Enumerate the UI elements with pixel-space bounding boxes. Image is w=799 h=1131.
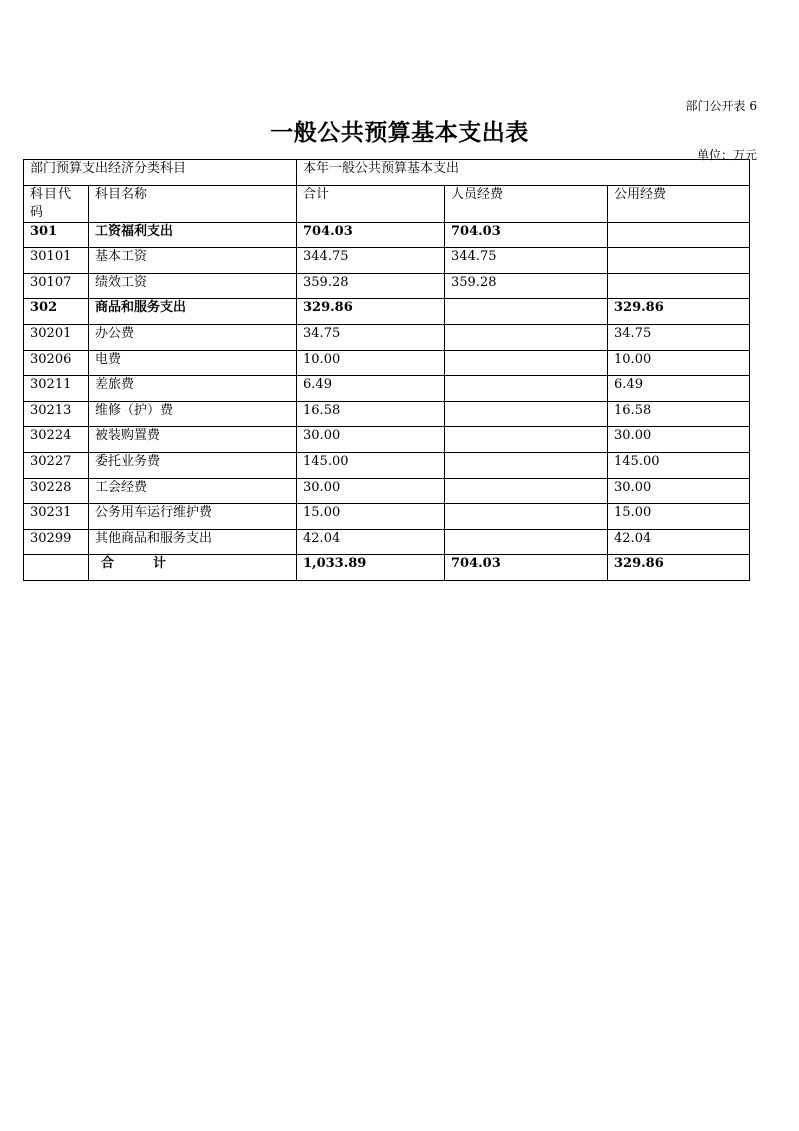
cell-code: 302 [24, 299, 89, 325]
table-row [24, 452, 750, 478]
cell-total: 359.28 [297, 273, 445, 299]
cell-name: 被装购置费 [89, 427, 297, 453]
cell-personnel [445, 427, 608, 453]
table-row [24, 427, 750, 453]
cell-public: 6.49 [608, 376, 750, 402]
column-header-total: 合计 [297, 185, 445, 222]
cell-public: 145.00 [608, 452, 750, 478]
cell-personnel [445, 376, 608, 402]
cell-personnel [445, 401, 608, 427]
cell-personnel [445, 324, 608, 350]
cell-public [608, 273, 750, 299]
cell-personnel [445, 504, 608, 530]
table-row [24, 350, 750, 376]
cell-name: 维修（护）费 [89, 401, 297, 427]
cell-code: 301 [24, 222, 89, 248]
table-row [24, 248, 750, 274]
total-label: 合 计 [89, 555, 297, 581]
cell-public: 42.04 [608, 529, 750, 555]
cell-public: 10.00 [608, 350, 750, 376]
cell-code: 30211 [24, 376, 89, 402]
cell-total: 30.00 [297, 478, 445, 504]
column-header-name: 科目名称 [89, 185, 297, 222]
cell-personnel [445, 529, 608, 555]
table-row [24, 299, 750, 325]
cell-name: 绩效工资 [89, 273, 297, 299]
cell-personnel [445, 350, 608, 376]
cell-public [608, 222, 750, 248]
cell-personnel: 704.03 [445, 222, 608, 248]
cell-total: 145.00 [297, 452, 445, 478]
cell-name: 工资福利支出 [89, 222, 297, 248]
cell-total: 15.00 [297, 504, 445, 530]
total-code-cell [24, 555, 89, 581]
cell-total: 30.00 [297, 427, 445, 453]
table-row [24, 401, 750, 427]
cell-code: 30206 [24, 350, 89, 376]
cell-name: 基本工资 [89, 248, 297, 274]
cell-name: 其他商品和服务支出 [89, 529, 297, 555]
cell-personnel: 359.28 [445, 273, 608, 299]
cell-code: 30299 [24, 529, 89, 555]
cell-total: 344.75 [297, 248, 445, 274]
group-header-classification: 部门预算支出经济分类科目 [24, 160, 297, 186]
column-header-code: 科目代码 [24, 185, 89, 222]
cell-personnel [445, 452, 608, 478]
cell-code: 30213 [24, 401, 89, 427]
cell-total: 42.04 [297, 529, 445, 555]
cell-name: 商品和服务支出 [89, 299, 297, 325]
cell-total: 6.49 [297, 376, 445, 402]
cell-code: 30201 [24, 324, 89, 350]
cell-code: 30227 [24, 452, 89, 478]
cell-name: 公务用车运行维护费 [89, 504, 297, 530]
cell-name: 办公费 [89, 324, 297, 350]
cell-public: 34.75 [608, 324, 750, 350]
cell-public [608, 248, 750, 274]
cell-name: 工会经费 [89, 478, 297, 504]
cell-total: 329.86 [297, 299, 445, 325]
cell-public: 30.00 [608, 427, 750, 453]
cell-name: 委托业务费 [89, 452, 297, 478]
cell-personnel [445, 299, 608, 325]
cell-public: 15.00 [608, 504, 750, 530]
total-public: 329.86 [608, 555, 750, 581]
table-row [24, 529, 750, 555]
cell-public: 30.00 [608, 478, 750, 504]
cell-name: 电费 [89, 350, 297, 376]
column-header-row [24, 185, 750, 222]
cell-public: 329.86 [608, 299, 750, 325]
cell-total: 34.75 [297, 324, 445, 350]
cell-name: 差旅费 [89, 376, 297, 402]
total-personnel: 704.03 [445, 555, 608, 581]
cell-code: 30107 [24, 273, 89, 299]
cell-total: 704.03 [297, 222, 445, 248]
cell-personnel: 344.75 [445, 248, 608, 274]
total-amount: 1,033.89 [297, 555, 445, 581]
table-row [24, 376, 750, 402]
cell-code: 30231 [24, 504, 89, 530]
cell-code: 30101 [24, 248, 89, 274]
column-header-public: 公用经费 [608, 185, 750, 222]
budget-table [23, 159, 750, 581]
table-row [24, 222, 750, 248]
cell-code: 30224 [24, 427, 89, 453]
cell-public: 16.58 [608, 401, 750, 427]
table-row [24, 478, 750, 504]
table-row [24, 504, 750, 530]
column-header-personnel: 人员经费 [445, 185, 608, 222]
total-row [24, 555, 750, 581]
cell-code: 30228 [24, 478, 89, 504]
page-title: 一般公共预算基本支出表 [270, 119, 529, 146]
unit-label: 单位：万元 [696, 148, 757, 162]
group-header-row [24, 160, 750, 186]
cell-total: 16.58 [297, 401, 445, 427]
cell-personnel [445, 478, 608, 504]
cell-total: 10.00 [297, 350, 445, 376]
group-header-basic-expenditure: 本年一般公共预算基本支出 [297, 160, 750, 186]
table-number: 部门公开表 6 [685, 99, 757, 113]
table-row [24, 324, 750, 350]
table-row [24, 273, 750, 299]
